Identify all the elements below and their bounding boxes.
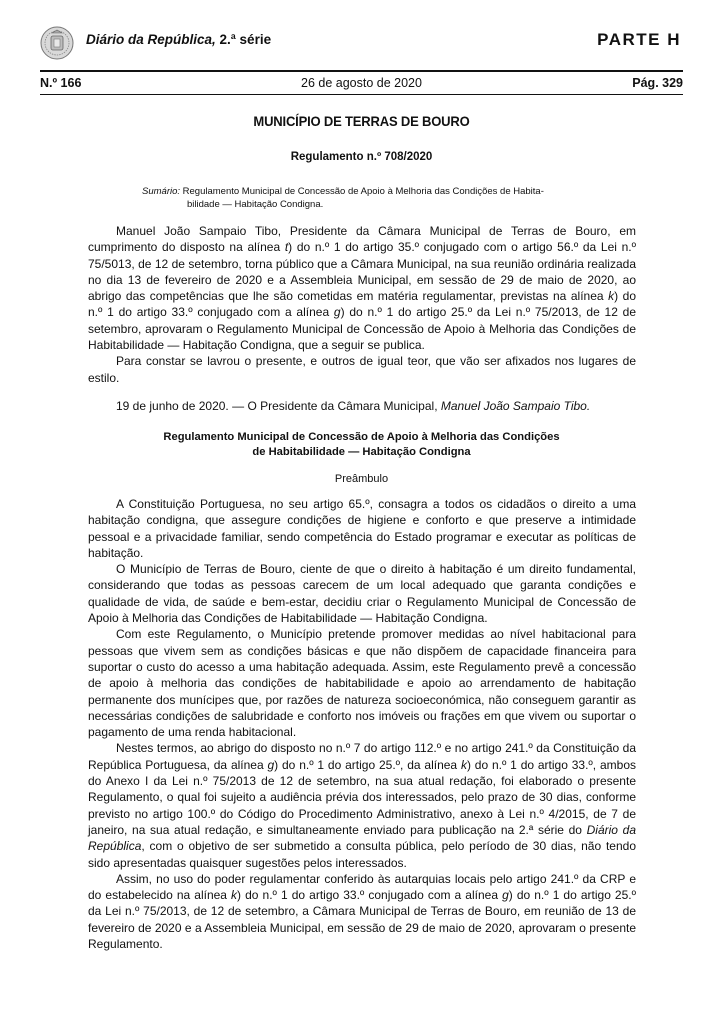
preamble-heading: Preâmbulo (334, 473, 389, 485)
summary (142, 185, 612, 211)
page-header (40, 26, 681, 66)
coat-of-arms-icon (40, 26, 74, 60)
summary-line-2: bilidade — Habitação Condigna. (187, 199, 324, 210)
intro-paragraph-1: Manuel João Sampaio Tibo, Presidente da Câmara Municipal de Terras de Bouro, em cumprimento do disposto na alínea t) do n.º 1 do artigo 35.º conjugado com o artigo 56.º da Lei n.º 75/5013, de 12 de setembro, torna público que a Câmara Municipal, na sua reunião ordinária realizada no dia 13 de fevereiro de 2020 e a Assembleia Municipal, em sessão de 29 de maio de 2020, ao abrigo das competências que lhe são cometidas em matéria regulamentar, previstas na alínea k) do n.º 1 do artigo 33.º conjugado com a alínea g) do n.º 1 do artigo 25.º da Lei n.º 75/2013, de 12 de setembro, aprovaram o Regulamento Municipal de Concessão de Apoio à Melhoria das Condições de Habitabilidade — Habitação Condigna, que a seguir se publica. (88, 224, 637, 353)
signature-block (88, 398, 636, 414)
summary-label: Sumário: (142, 186, 181, 197)
signatory-name: Manuel João Sampaio Tibo. (440, 399, 591, 413)
issue-date: 26 de agosto de 2020 (301, 76, 422, 90)
signature-line: 19 de junho de 2020. — O Presidente da Câmara Municipal, Manuel João Sampaio Tibo. (116, 399, 591, 413)
preamble-paragraph-3: Com este Regulamento, o Município pretende promover medidas ao nível habitacional para pessoas que vivem sem as condições básicas e que não dispõem de capacidade financeira para suportar o custo do acesso a uma habitação adequada. Assim, este Regulamento prevê a concessão de apoio à melhoria das condições de habitabilidade e apoio ao arrendamento de habitação permanente dos munícipes que, por razões de natureza socioeconómica, não conseguem garantir as necessárias condições de salubridade e conforto nos imóveis ou frações em que vivem ou suportar o pagamento de uma renda habitacional. (88, 627, 636, 740)
preamble-paragraph-5: Assim, no uso do poder regulamentar conferido às autarquias locais pelo artigo 241.º da CRP e do estabelecido na alínea k) do n.º 1 do artigo 33.º conjugado com a alínea g) do n.º 1 do artigo 25.º da Lei n.º 75/2013, de 12 de setembro, a Câmara Municipal de Terras de Bouro, em reunião de 13 de fevereiro de 2020 e a Assembleia Municipal, em sessão de 29 de maio de 2020, aprovaram o presente Regulamento. (88, 871, 636, 952)
issue-number: N.º 166 (40, 76, 82, 90)
header-rule (40, 70, 683, 72)
part-label: PARTE H (597, 30, 681, 49)
journal-serie: 2.ª série (219, 32, 272, 47)
regulation-number: Regulamento n.º 708/2020 (290, 151, 433, 163)
preamble-paragraph-2: O Município de Terras de Bouro, ciente de que o direito à habitação é um direito fundamental, considerando que todas as pessoas carecem de um local adequado que garanta condições e qualidade de vida, de saúde e bem-estar, decidiu criar o Regulamento Municipal de Concessão de Apoio à Melhoria das Condições de Habitabilidade — Habitação Condigna. (88, 562, 636, 626)
regulation-title-line-2: de Habitabilidade — Habitação Condigna (252, 445, 471, 458)
preamble-paragraph-4: Nestes termos, ao abrigo do disposto no n.º 7 do artigo 112.º e no artigo 241.º da Constituição da República Portuguesa, da alínea g) do n.º 1 do artigo 25.º, da alínea k) do n.º 1 do artigo 33.º, ambos do Anexo I da Lei n.º 75/2013 de 12 de setembro, na sua atual redação, foi elaborado o presente Regulamento, o qual foi sujeito a audiência prévia dos interessados, pelo prazo de 30 dias, conforme previsto no artigo 100.º do Código do Procedimento Administrativo, anexo à Lei n.º 4/2015, de 7 de janeiro, na sua atual redação, e simultaneamente enviado para publicação na 2.ª série do Diário da República, com o objetivo de ser submetido a consulta pública, pelo período de 30 dias, não tendo sido apresentadas quaisquer sugestões pelos interessados. (88, 741, 636, 870)
intro-paragraph-2: Para constar se lavrou o presente, e outros de igual teor, que vão ser afixados nos lugares de estilo. (88, 354, 636, 385)
preamble-section (88, 496, 636, 952)
page-number: Pág. 329 (632, 76, 683, 90)
summary-line-1: Regulamento Municipal de Concessão de Apoio à Melhoria das Condições de Habita- (182, 186, 544, 197)
journal-title: Diário da República, 2.ª série (86, 32, 272, 47)
preamble-paragraph-1: A Constituição Portuguesa, no seu artigo 65.º, consagra a todos os cidadãos o direito a uma habitação condigna, que assegure condições de higiene e conforto e que preserve a intimidade pessoal e a privacidade familiar, sendo competência do Estado programar e executar as políticas de habitação. (88, 497, 636, 560)
meta-rule (40, 94, 683, 95)
intro-section (88, 223, 636, 386)
regulation-title (0, 430, 723, 459)
entity-title: MUNICÍPIO DE TERRAS DE BOURO (253, 113, 470, 129)
regulation-title-line-1: Regulamento Municipal de Concessão de Apoio à Melhoria das Condições (163, 431, 560, 443)
